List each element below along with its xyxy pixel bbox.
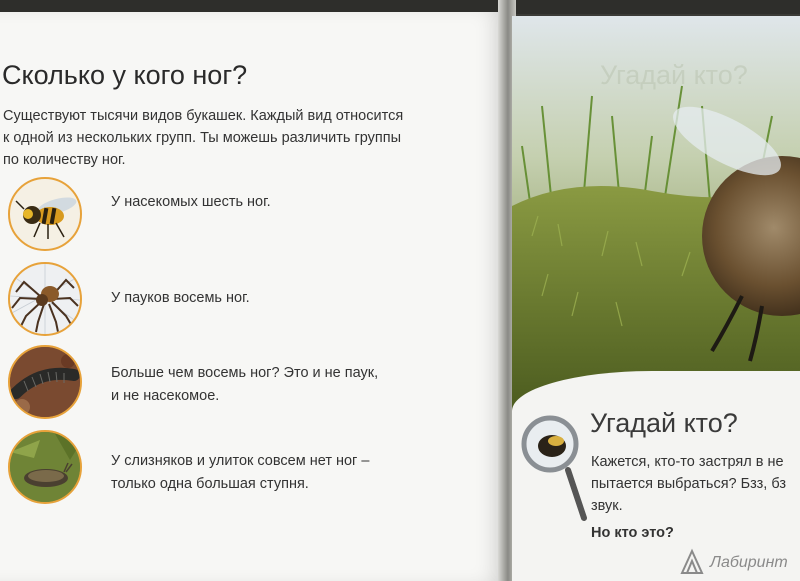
magnifier-icon — [520, 408, 592, 528]
row-line: У слизняков и улиток совсем нет ног – — [111, 453, 370, 469]
millipede-icon — [8, 345, 82, 419]
labirint-logo-icon — [678, 547, 708, 577]
riddle-line: Кажется, кто-то застрял в не — [591, 454, 784, 470]
intro-line: Существуют тысячи видов букашек. Каждый вид относится — [3, 108, 404, 124]
intro-paragraph — [3, 105, 473, 171]
row-text — [111, 191, 271, 214]
riddle-line: пытается выбраться? Бзз, бз — [591, 476, 786, 492]
watermark-text: Лабиринт — [710, 554, 788, 571]
left-page — [0, 12, 505, 581]
faded-title: Угадай кто? — [600, 60, 748, 90]
riddle-question: Но кто это? — [591, 525, 674, 541]
riddle-text — [591, 451, 786, 517]
row-text — [111, 287, 250, 310]
wasp-icon — [8, 177, 82, 251]
row-line: У насекомых шесть ног. — [111, 194, 271, 210]
labirint-watermark — [678, 547, 800, 577]
page-title: Сколько у кого ног? — [2, 60, 248, 90]
section-title: Угадай кто? — [590, 408, 738, 438]
row-line: и не насекомое. — [111, 388, 220, 404]
row-text — [111, 450, 369, 496]
row-line: Больше чем восемь ног? Это и не паук, — [111, 365, 379, 381]
row-text — [111, 362, 378, 408]
bumblebee-photo — [512, 16, 800, 416]
slug-icon — [8, 430, 82, 504]
intro-line: по количеству ног. — [3, 152, 126, 168]
row-line: только одна большая ступня. — [111, 476, 309, 492]
riddle-line: звук. — [591, 498, 623, 514]
right-page — [512, 16, 800, 581]
spider-icon — [8, 262, 82, 336]
intro-line: к одной из нескольких групп. Ты можешь различить группы — [3, 130, 402, 146]
row-line: У пауков восемь ног. — [111, 290, 250, 306]
